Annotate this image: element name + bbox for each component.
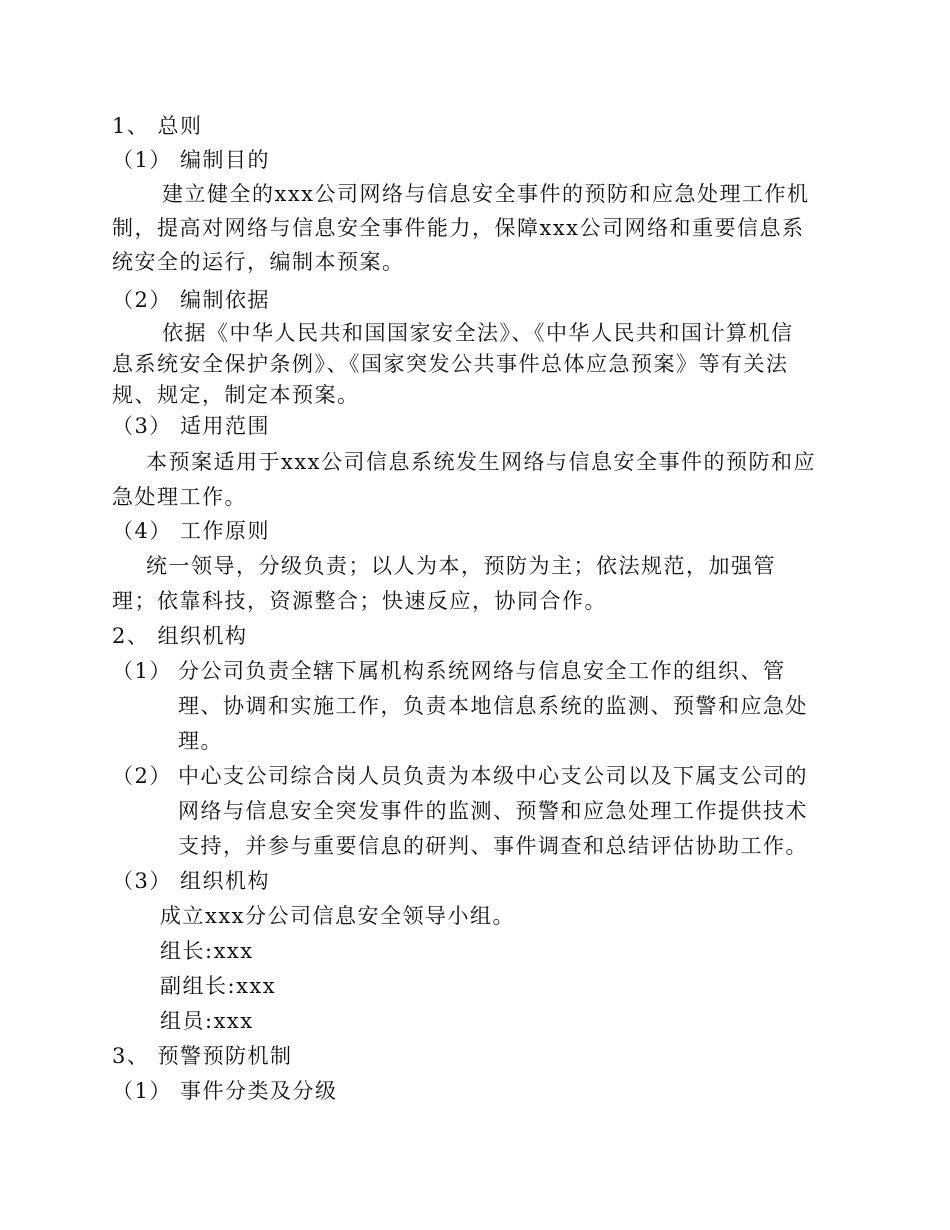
paragraph-line: 息系统安全保护条例》、《国家突发公共事件总体应急预案》等有关法 xyxy=(112,352,789,376)
paragraph-line: 理；依靠科技，资源整合；快速反应，协同合作。 xyxy=(112,589,607,613)
subsection-1-3-heading: （3） 适用范围 xyxy=(112,414,271,438)
section-1-heading: 1、 总则 xyxy=(112,114,203,138)
paragraph-line: 统安全的运行，编制本预案。 xyxy=(112,250,405,274)
paragraph-line: 规、规定，制定本预案。 xyxy=(112,383,360,407)
subsection-2-3-heading: （3） 组织机构 xyxy=(112,869,271,893)
list-item-line: 网络与信息安全突发事件的监测、预警和应急处理工作提供技术 xyxy=(178,799,808,823)
paragraph-line: 成立xxx分公司信息安全领导小组。 xyxy=(160,904,516,928)
paragraph-line: 建立健全的xxx公司网络与信息安全事件的预防和应急处理工作机 xyxy=(162,182,810,206)
list-item-line: 分公司负责全辖下属机构系统网络与信息安全工作的组织、管 xyxy=(178,659,786,683)
paragraph-line: 急处理工作。 xyxy=(112,485,247,509)
list-item-number: （2） xyxy=(112,764,172,788)
subsection-1-1-heading: （1） 编制目的 xyxy=(112,148,271,172)
section-3-heading: 3、 预警预防机制 xyxy=(112,1044,293,1068)
paragraph-line: 统一领导，分级负责；以人为本，预防为主；依法规范，加强管 xyxy=(146,554,776,578)
list-item-line: 理、协调和实施工作，负责本地信息系统的监测、预警和应急处 xyxy=(178,694,808,718)
subsection-1-2-heading: （2） 编制依据 xyxy=(112,288,271,312)
team-member-line: 组员:xxx xyxy=(160,1009,254,1033)
paragraph-line: 依据《中华人民共和国国家安全法》、《中华人民共和国计算机信 xyxy=(162,321,794,345)
deputy-leader-line: 副组长:xxx xyxy=(160,974,277,998)
team-leader-line: 组长:xxx xyxy=(160,939,254,963)
paragraph-line: 本预案适用于xxx公司信息系统发生网络与信息安全事件的预防和应 xyxy=(146,450,817,474)
section-2-heading: 2、 组织机构 xyxy=(112,624,248,648)
list-item-line: 支持，并参与重要信息的研判、事件调查和总结评估协助工作。 xyxy=(178,834,808,858)
list-item-line: 理。 xyxy=(178,729,223,753)
paragraph-line: 制，提高对网络与信息安全事件能力，保障xxx公司网络和重要信息系 xyxy=(112,216,805,240)
list-item-line: 中心支公司综合岗人员负责为本级中心支公司以及下属支公司的 xyxy=(178,764,808,788)
subsection-3-1-heading: （1） 事件分类及分级 xyxy=(112,1079,338,1103)
list-item-number: （1） xyxy=(112,659,172,683)
subsection-1-4-heading: （4） 工作原则 xyxy=(112,519,271,543)
